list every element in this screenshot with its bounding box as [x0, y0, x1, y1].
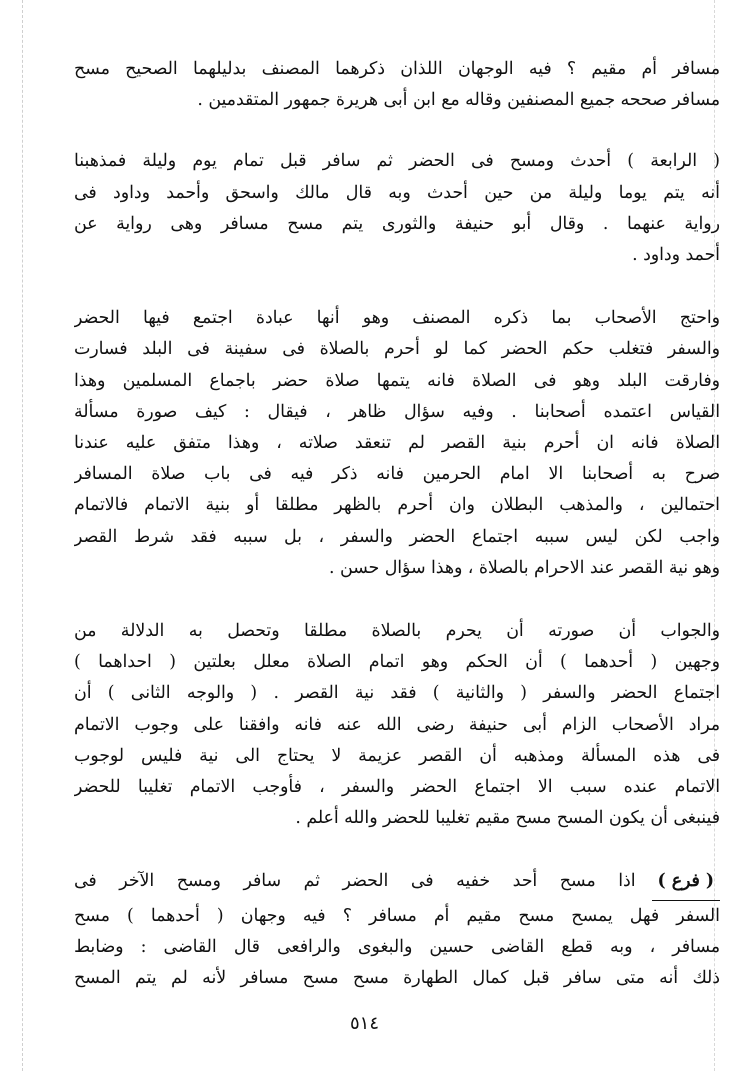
text-line: وفارقت البلد وهو فى الصلاة فانه يتمها صلاة حضر باجماع المسلمين وهذا — [74, 370, 720, 391]
text-line: مسافر أم مقيم ؟ فيه الوجهان اللذان ذكرهما المصنف بدليلهما الصحيح مسح — [74, 59, 720, 79]
scan-gutter-line-left — [22, 0, 23, 1071]
text-line: ( الرابعة ) أحدث ومسح فى الحضر ثم سافر قبل تمام يوم وليلة فمذهبنا — [74, 151, 720, 172]
paragraph-4 — [74, 616, 720, 834]
text-line: فينبغى أن يكون المسح مسح مقيم تغليبا للحضر والله أعلم . — [295, 808, 720, 829]
text-line: الصلاة فانه ان أحرم بنية القصر لم تنعقد صلاته ، وهذا متفق عليه عندنا — [74, 433, 720, 454]
far-heading — [74, 866, 720, 900]
text-line: رواية عنهما . وقال أبو حنيفة والثورى يتم مسح مسافر وهى رواية عن — [74, 213, 720, 234]
paragraph-2 — [74, 146, 720, 271]
text-line: اذا مسح أحد خفيه فى الحضر ثم سافر ومسح الآخر فى — [74, 871, 636, 892]
text-line: أحمد وداود . — [632, 245, 720, 266]
text-line: الاتمام عنده سبب الا اجتماع الحضر والسفر ، فأوجب الاتمام تغليبا للحضر — [74, 777, 720, 798]
text-line: ذلك أنه متى سافر قبل كمال الطهارة مسح مسح مسافر لأنه لم يتم المسح — [74, 968, 720, 989]
text-line: واحتج الأصحاب بما ذكره المصنف وهو أنها عبادة اجتمع فيها الحضر — [74, 308, 720, 329]
text-line: وجهين ( أحدهما ) أن الحكم وهو اتمام الصلاة معلل بعلتين ( احداهما ) — [74, 652, 720, 673]
text-line: مسافر صححه جميع المصنفين وقاله مع ابن أبى هريرة جمهور المتقدمين . — [197, 90, 720, 111]
text-line: أنه يتم يوما وليلة من حين أحدث وبه قال مالك واسحق وأحمد وداود فى — [74, 182, 720, 203]
text-line: مراد الأصحاب الزام أبى حنيفة رضى الله عنه فانه وافقنا على وجوب الاتمام — [74, 714, 720, 735]
text-line: فى هذه المسألة ومذهبه أن القصر عزيمة لا يحتاج الى نية فليس لوجوب — [74, 745, 720, 766]
text-line: والجواب أن صورته أن يحرم بالصلاة مطلقا وتحصل به الدلالة من — [74, 621, 720, 642]
page-number: ٥١٤ — [349, 1013, 379, 1034]
text-line: والسفر فتغلب حكم الحضر كما لو أحرم بالصلاة فى سفينة فى البلد فسارت — [74, 339, 720, 360]
text-line: القياس اعتمده أصحابنا . وفيه سؤال ظاهر ، فيقال : كيف صورة مسألة — [74, 401, 720, 422]
text-line: واجب لكن ليس سببه اجتماع الحضر والسفر ، بل سببه فقد شرط القصر — [74, 526, 720, 547]
text-line: السفر فهل يمسح مسح مقيم أم مسافر ؟ فيه وجهان ( أحدهما ) مسح — [74, 905, 720, 926]
text-line: صرح به أصحابنا الا امام الحرمين فانه ذكر فيه فى باب صلاة المسافر — [74, 464, 720, 485]
text-line: اجتماع الحضر والسفر ( والثانية ) فقد نية القصر . ( والوجه الثانى ) أن — [74, 683, 720, 704]
far-section — [74, 866, 720, 994]
text-line: وهو نية القصر عند الاحرام بالصلاة ، وهذا سؤال حسن . — [328, 557, 720, 578]
paragraph-1 — [74, 54, 720, 116]
text-line: احتمالين ، والمذهب البطلان وان أحرم بالظهر مطلقا أو بنية الاتمام فالاتمام — [74, 495, 720, 516]
far-label: ( فرع ) — [652, 866, 721, 900]
paragraph-3 — [74, 303, 720, 584]
page-body — [74, 54, 720, 1026]
text-line: مسافر ، وبه قطع القاضى حسين والبغوى والرافعى قال القاضى : وضابط — [74, 936, 720, 957]
